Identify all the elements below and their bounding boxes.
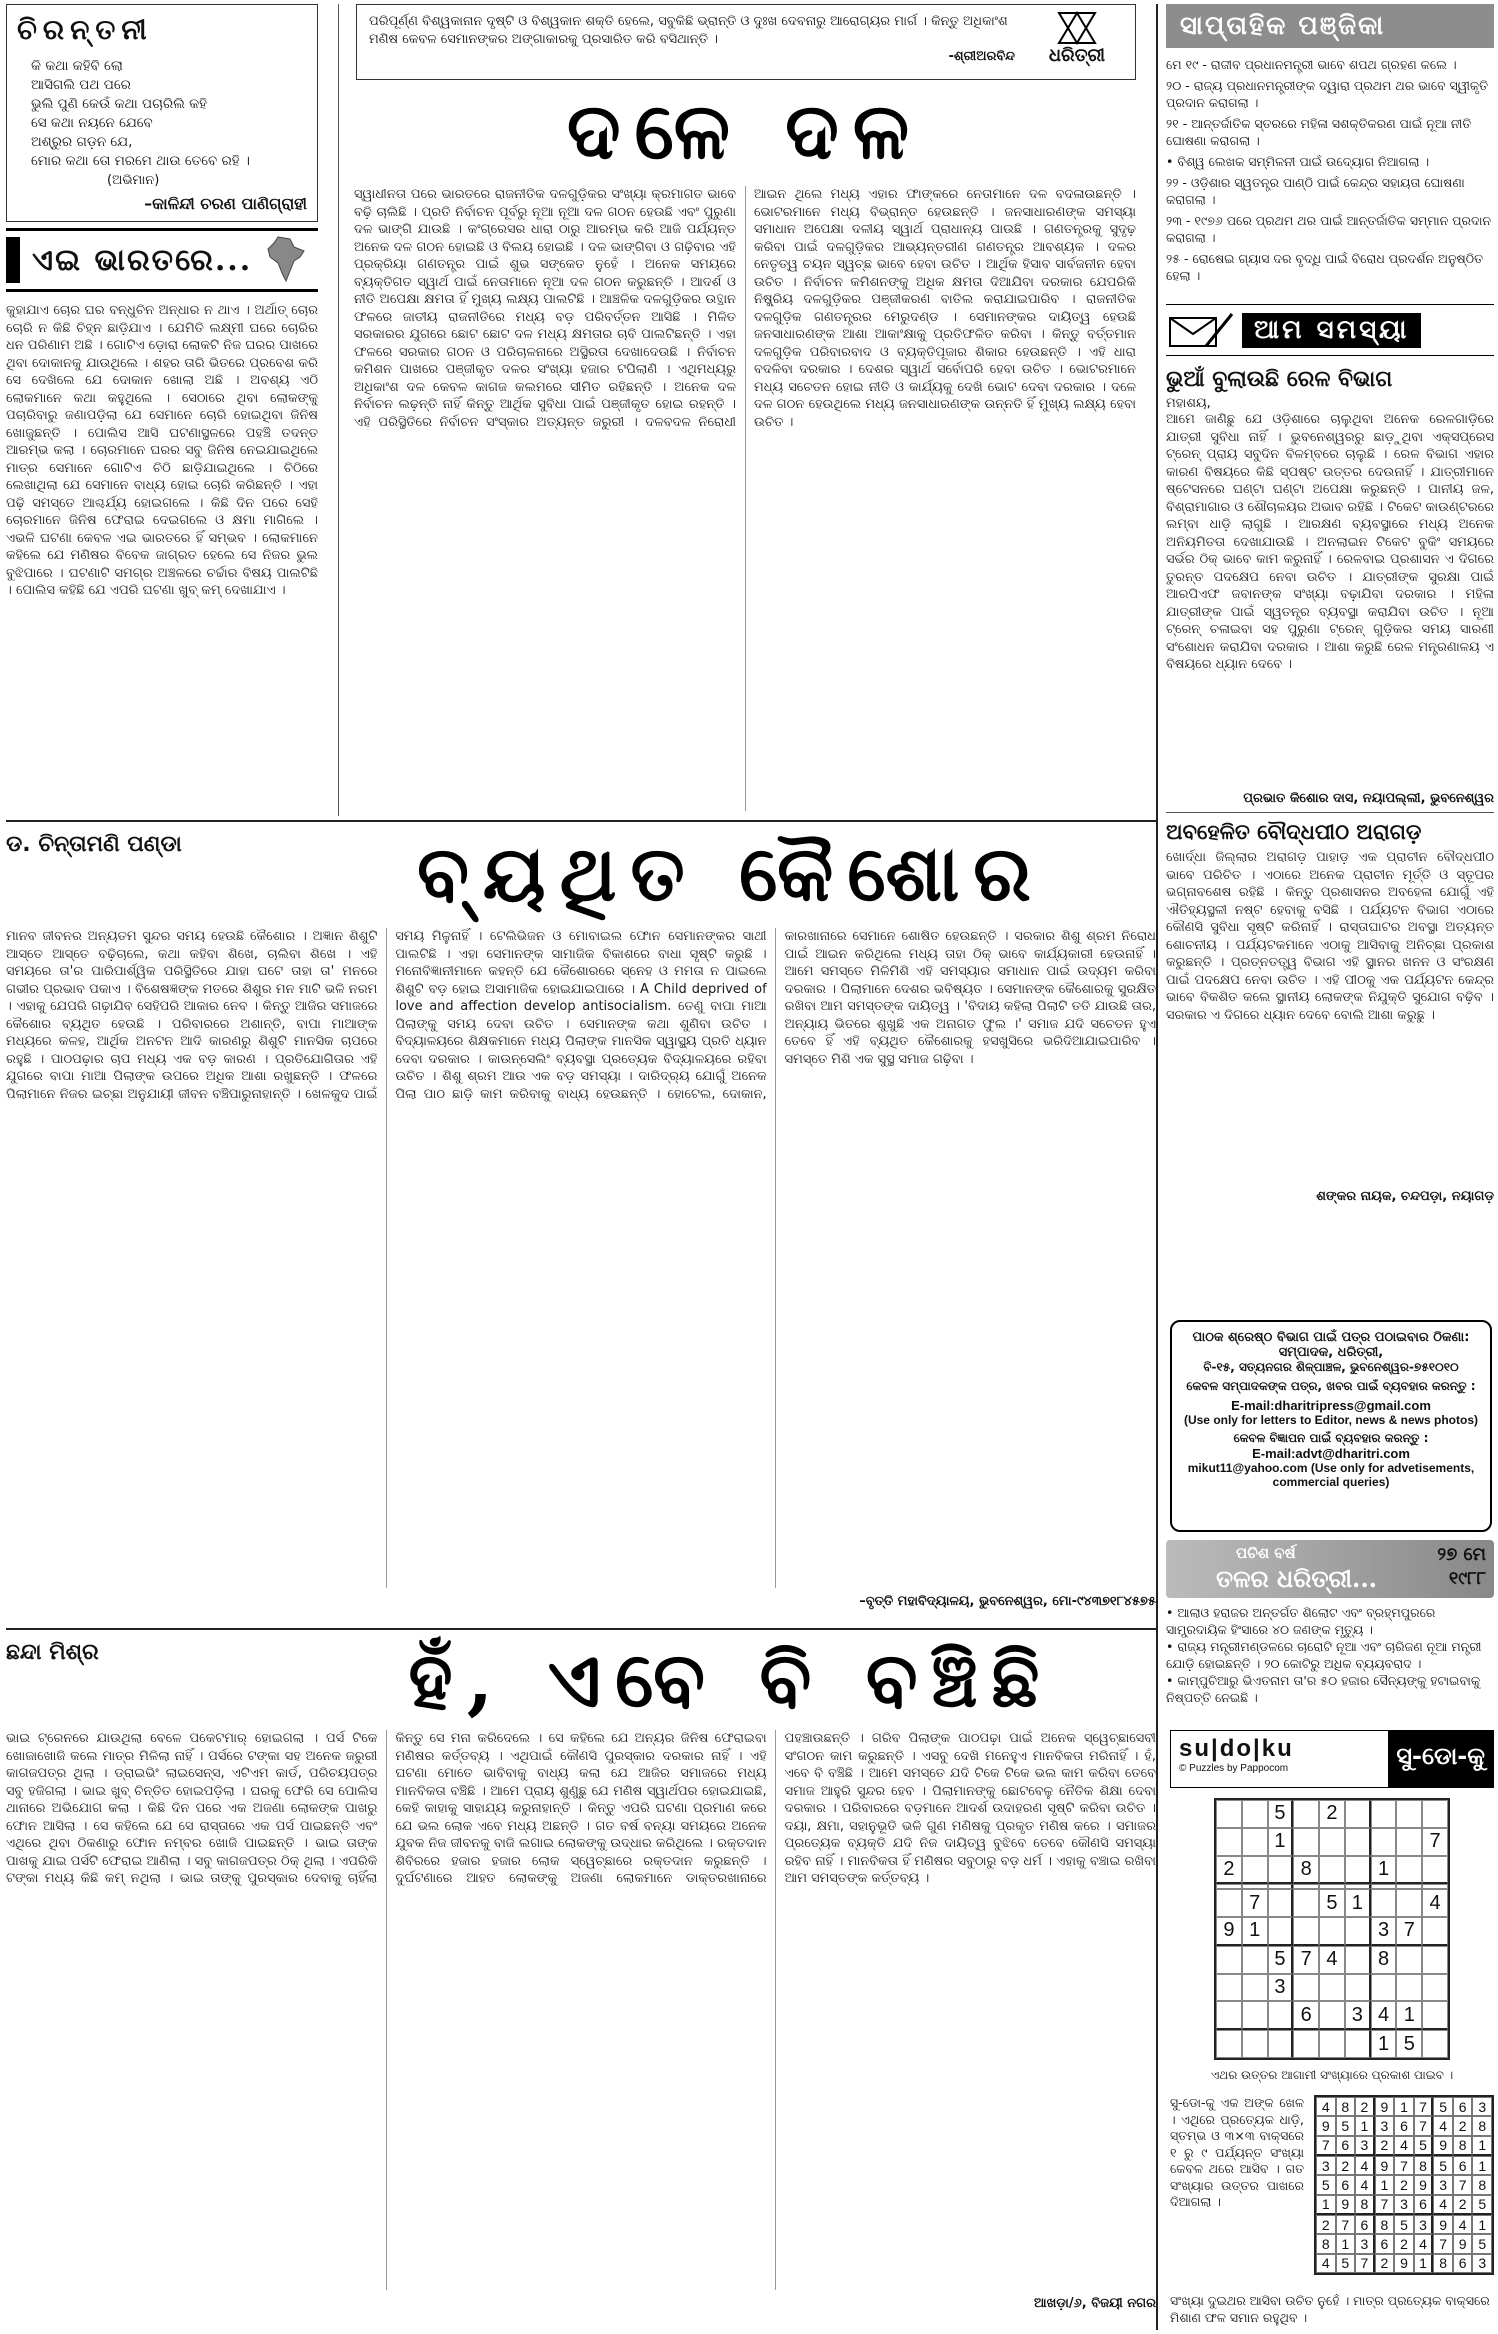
article1-headline: ବ୍ୟଥିତ କୈଶୋର (417, 829, 1045, 918)
solution-cell: 1 (1316, 2195, 1336, 2215)
solution-cell: 1 (1472, 2215, 1492, 2234)
solution-cell: 7 (1375, 2195, 1395, 2215)
sudoku-cell: 4 (1371, 2001, 1397, 2030)
section-divider (6, 1628, 1156, 1630)
weekly-section (1166, 4, 1494, 300)
sudoku-cell (1396, 1889, 1422, 1917)
solution-cell: 6 (1453, 2254, 1473, 2273)
sudoku-cell (1422, 1800, 1448, 1828)
solution-cell: 6 (1336, 2175, 1356, 2194)
solution-cell: 7 (1414, 2116, 1434, 2135)
solution-cell: 5 (1336, 2116, 1356, 2135)
masthead-quote-box (356, 4, 1136, 80)
header-block (6, 237, 20, 283)
solution-cell: 8 (1375, 2215, 1395, 2234)
sudoku-cell (1242, 1946, 1268, 1974)
sudoku-cell (1268, 1889, 1294, 1917)
solution-cell: 1 (1355, 2116, 1375, 2135)
masthead-quote-author: -ଶ୍ରୀଅରବିନ୍ଦ (948, 49, 1015, 64)
sudoku-cell: 4 (1422, 1889, 1448, 1917)
history-year: ୧୯୮୮ (1448, 1568, 1486, 1589)
poem-line: ସେ କଥା ନୟନେ ଯେବେ (31, 115, 153, 131)
address-intro: ପାଠକ ଶ୍ରେଷ୍ଠ ବିଭାଗ ପାଇଁ ପତ୍ର ପଠାଇବାର ଠିକଣା: (1192, 1330, 1470, 1345)
ei-bharatare-section (6, 228, 318, 808)
history-item: • ଆଲାଓ ହରାଜର ଅନ୍ତର୍ଗତ ଶିଲୋଟ ଏବଂ ବ୍ରହ୍ମପୁରରେ ସାମ୍ପ୍ରଦାୟିକ ହିଂସାରେ ୪୦ ଜଣଙ୍କ ମୃତ୍ୟୁ । (1166, 1605, 1436, 1637)
sudoku-cell: 1 (1268, 1828, 1294, 1856)
sudoku-cell (1319, 1974, 1345, 2002)
article1-section (6, 828, 1156, 1628)
sudoku-cell (1242, 1974, 1268, 2002)
solution-cell: 4 (1433, 2195, 1453, 2215)
sudoku-cell: 7 (1396, 1917, 1422, 1946)
history-date: ୨୭ ମେ (1437, 1544, 1486, 1565)
sudoku-cell: 1 (1242, 1917, 1268, 1946)
solution-cell: 5 (1316, 2175, 1336, 2194)
address-line4: କେବଳ ବିଜ୍ଞାପନ ପାଇଁ ବ୍ୟବହାର କରନ୍ତୁ : (1233, 1431, 1429, 1445)
sudoku-cell: 8 (1371, 1946, 1397, 1974)
solution-cell: 7 (1316, 2136, 1336, 2156)
poem-title: ଚିରନ୍ତନୀ (17, 13, 153, 46)
sudoku-cell (1319, 1917, 1345, 1946)
editor-email-note: (Use only for letters to Editor, news & news photos) (1183, 1413, 1479, 1427)
history-subtitle: ପଚିଶ ବର୍ଷ (1236, 1544, 1296, 1562)
sudoku-cell (1345, 1800, 1371, 1828)
solution-cell: 7 (1433, 2234, 1453, 2253)
sudoku-cell (1293, 1917, 1319, 1946)
solution-cell: 1 (1414, 2254, 1434, 2273)
solution-cell: 3 (1394, 2195, 1414, 2215)
weekly-item: ୨୩ - ୧୯୭୬ ପରେ ପ୍ରଥମ ଥର ପାଇଁ ଆନ୍ତର୍ଜାତିକ ସମ୍ମାନ ପ୍ରଦାନ କରାଗଲା । (1166, 213, 1492, 245)
sudoku-cell: 5 (1319, 1889, 1345, 1917)
solution-cell: 4 (1414, 2234, 1434, 2253)
solution-cell: 2 (1394, 2175, 1414, 2194)
section-divider (6, 820, 1156, 822)
sudoku-cell (1422, 2001, 1448, 2030)
amar-samasya-section (1166, 304, 1494, 1304)
solution-cell: 4 (1316, 2097, 1336, 2116)
solution-cell: 6 (1414, 2195, 1434, 2215)
history-title: ତଳର ଧରିତ୍ରୀ... (1216, 1564, 1378, 1593)
amar-samasya-title: ଆମ ସମସ୍ୟା (1242, 313, 1421, 348)
solution-cell: 2 (1316, 2215, 1336, 2234)
sudoku-cell (1319, 1856, 1345, 1885)
poem-author: –କାଳିନ୍ଦୀ ଚରଣ ପାଣିଗ୍ରାହୀ (144, 194, 307, 213)
sudoku-cell (1293, 1828, 1319, 1856)
solution-cell: 9 (1336, 2195, 1356, 2215)
letter1-salutation: ମହାଶୟ, (1166, 396, 1211, 411)
solution-cell: 4 (1453, 2215, 1473, 2234)
solution-cell: 3 (1472, 2254, 1492, 2273)
sudoku-cell: 1 (1371, 1856, 1397, 1885)
solution-cell: 4 (1355, 2175, 1375, 2194)
logo-text: ଧରିତ୍ରୀ (1048, 45, 1106, 66)
address-line3: କେବଳ ସମ୍ପାଦକଙ୍କ ପତ୍ର, ଖବର ପାଇଁ ବ୍ୟବହାର କରନ୍ତୁ : (1186, 1379, 1476, 1393)
weekly-item: ୨୦ - ରାଜ୍ୟ ପ୍ରଧାନମନ୍ତ୍ରୀଙ୍କ ଦ୍ୱାରା ପ୍ରଥମ ଥର ଭାବେ ସ୍ୱୀକୃତି ପ୍ରଦାନ କରାଗଲା । (1166, 78, 1489, 110)
article2-headline: ହଁ, ଏବେ ବି ବଞ୍ଚିଛି (408, 1635, 1054, 1724)
solution-cell: 5 (1433, 2097, 1453, 2116)
article2-text: ଭାଇ ଟ୍ରେନରେ ଯାଉଥିଲା ବେଳେ ପକେଟମାର୍ ହୋଇଗଲା । ପର୍ସ ଟିକେ ଖୋଜାଖୋଜି କଲେ ମାତ୍ର ମିଳିଲା ନାହିଁ । ପର୍ସରେ ଟଙ୍କା ସହ ଅନେକ ଜରୁରୀ କାଗଜପତ୍ର ଥିଲା । ଡ୍ରାଇଭିଂ ଲାଇସେନ୍ସ, ଏଟିଏମ କାର୍ଡ, ପରିଚୟପତ୍ର ସବୁ ହଜିଗଲା । ଭାଇ ଖୁବ୍ ଚିନ୍ତିତ ହୋଇପଡ଼ିଲା । ଘରକୁ ଫେରି ସେ ପୋଲିସ ଥାନାରେ ଅଭିଯୋଗ କଲା । କିଛି ଦିନ ପରେ ଏକ ଅଜଣା ଲୋକଙ୍କ ପାଖରୁ ଫୋନ ଆସିଲା । ସେ କହିଲେ ଯେ ସେ ରାସ୍ତାରେ ଏକ ପର୍ସ ପାଇଛନ୍ତି ଏବଂ ଏଥିରେ ଥିବା ଠିକଣାରୁ ଫୋନ ନମ୍ବର ଖୋଜି ପାଇଛନ୍ତି । ଭାଇ ତାଙ୍କ ପାଖକୁ ଯାଇ ପର୍ସଟି ଫେରାଇ ଆଣିଲା । ସବୁ କାଗଜପତ୍ର ଠିକ୍ ଥିଲା । ଏପରିକି ଟଙ୍କା ମଧ୍ୟ କିଛି କମ୍ ନଥିଲା । ଭାଇ ତାଙ୍କୁ ପୁରସ୍କାର ଦେବାକୁ ଚାହିଁଲା କିନ୍ତୁ ସେ ମନା କରିଦେଲେ । ସେ କହିଲେ ଯେ ଅନ୍ୟର ଜିନିଷ ଫେରାଇବା ମଣିଷର କର୍ତ୍ତବ୍ୟ । ଏଥିପାଇଁ କୌଣସି ପୁରସ୍କାର ଦରକାର ନାହିଁ । ଏହି ଘଟଣା ମୋତେ ଭାବିବାକୁ ବାଧ୍ୟ କଲା ଯେ ଆଜିର ସମାଜରେ ମଧ୍ୟ ମାନବିକତା ବଞ୍ଚିଛି । ଆମେ ପ୍ରାୟ ଶୁଣୁଛୁ ଯେ ମଣିଷ ସ୍ୱାର୍ଥପର ହୋଇଯାଇଛି, କେହି କାହାକୁ ସାହାଯ୍ୟ କରୁନାହାନ୍ତି । କିନ୍ତୁ ଏପରି ଘଟଣା ପ୍ରମାଣ କରେ ଯେ ଭଲ ଲୋକ ଏବେ ମଧ୍ୟ ଅଛନ୍ତି । ଗତ ବର୍ଷ ବନ୍ୟା ସମୟରେ ଅନେକ ଯୁବକ ନିଜ ଜୀବନକୁ ବାଜି ଲଗାଇ ଲୋକଙ୍କୁ ଉଦ୍ଧାର କରିଥିଲେ । ରକ୍ତଦାନ ଶିବିରରେ ହଜାର ହଜାର ଲୋକ ସ୍ୱେଚ୍ଛାରେ ରକ୍ତଦାନ କରୁଛନ୍ତି । ଦୁର୍ଘଟଣାରେ ଆହତ ଲୋକଙ୍କୁ ଅଜଣା ଲୋକମାନେ ଡାକ୍ତରଖାନାରେ ପହଞ୍ଚାଉଛନ୍ତି । ଗରିବ ପିଲାଙ୍କ ପାଠପଢ଼ା ପାଇଁ ଅନେକ ସ୍ୱେଚ୍ଛାସେବୀ ସଂଗଠନ କାମ କରୁଛନ୍ତି । ଏସବୁ ଦେଖି ମନେହୁଏ ମାନବିକତା ମରିନାହିଁ । ହଁ, ଏବେ ବି ବଞ୍ଚିଛି । ଆମେ ସମସ୍ତେ ଯଦି ଟିକେ ଟିକେ ଭଲ କାମ କରିବା ତେବେ ସମାଜ ଆହୁରି ସୁନ୍ଦର ହେବ । ପିଲାମାନଙ୍କୁ ଛୋଟବେଳୁ ନୈତିକ ଶିକ୍ଷା ଦେବା ଦରକାର । ପରିବାରରେ ବଡ଼ମାନେ ଆଦର୍ଶ ଉଦାହରଣ ସୃଷ୍ଟି କରିବା ଉଚିତ । ଦୟା, କ୍ଷମା, ସହାନୁଭୂତି ଭଳି ଗୁଣ ମଣିଷକୁ ପ୍ରକୃତ ମଣିଷ କରେ । ସମାଜର ପ୍ରତ୍ୟେକ ବ୍ୟକ୍ତି ଯଦି ନିଜ ଦାୟିତ୍ୱ ବୁଝିବେ ତେବେ କୌଣସି ସମସ୍ୟା ରହିବ ନାହିଁ । ମାନବିକତା ହିଁ ମଣିଷର ସବୁଠାରୁ ବଡ଼ ଧର୍ମ । ଏହାକୁ ବଞ୍ଚାଇ ରଖିବା ଆମ ସମସ୍ତଙ୍କ କର୍ତ୍ତବ୍ୟ । (6, 1731, 1156, 1886)
solution-cell: 1 (1394, 2097, 1414, 2116)
sudoku-rules-footer: ସଂଖ୍ୟା ଦୁଇଥର ଆସିବା ଉଚିତ ନୁହେଁ । ମାତ୍ର ପ୍ରତ୍ୟେକ ବାକ୍ସରେ ମିଶାଣ ଫଳ ସମାନ ରହୁଥିବ । (1170, 2293, 1490, 2325)
letter1-author: ପ୍ରଭାତ କିଶୋର ଦାସ, ନୟାପଲ୍ଲୀ, ଭୁବନେଶ୍ୱର (1243, 791, 1494, 806)
sudoku-cell (1422, 1974, 1448, 2002)
solution-cell: 3 (1355, 2136, 1375, 2156)
sudoku-cell: 1 (1371, 2030, 1397, 2058)
sudoku-cell (1345, 2030, 1371, 2058)
poem-line: ମୋର କଥା ତୋ ମରମେ ଥାଉ ତେବେ ରହି । (31, 153, 251, 169)
solution-cell: 7 (1453, 2175, 1473, 2194)
solution-cell: 9 (1394, 2254, 1414, 2273)
column-rule (338, 4, 339, 816)
solution-cell: 4 (1433, 2116, 1453, 2135)
letter1-headline: ଭୁଆଁ ବୁଲାଉଛି ରେଳ ବିଭାଗ (1166, 366, 1393, 392)
sudoku-cell (1345, 1974, 1371, 2002)
solution-cell: 8 (1414, 2156, 1434, 2175)
solution-cell: 6 (1336, 2136, 1356, 2156)
ei-bharatare-title: ଏଇ ଭାରତରେ... (32, 242, 253, 278)
solution-cell: 9 (1433, 2215, 1453, 2234)
solution-cell: 3 (1316, 2156, 1336, 2175)
sudoku-cell (1319, 1828, 1345, 1856)
sudoku-cell (1293, 1889, 1319, 1917)
letter1-text: ଆମେ ଜାଣିଛୁ ଯେ ଓଡ଼ିଶାରେ ଚାଲୁଥିବା ଅନେକ ରେଳଗାଡ଼ିରେ ଯାତ୍ରୀ ସୁବିଧା ନାହିଁ । ଭୁବନେଶ୍ୱରରୁ ଛାଡ଼ୁଥିବା ଏକ୍ସପ୍ରେସ ଟ୍ରେନ୍ ପ୍ରାୟ ସବୁଦିନ ବିଳମ୍ବରେ ଚାଲୁଛି । ରେଳ ବିଭାଗ ଏହାର କାରଣ ବିଷୟରେ କିଛି ସ୍ପଷ୍ଟ ଉତ୍ତର ଦେଉନାହିଁ । ଯାତ୍ରୀମାନେ ଷ୍ଟେସନରେ ଘଣ୍ଟା ଘଣ୍ଟା ଅପେକ୍ଷା କରୁଛନ୍ତି । ପାନୀୟ ଜଳ, ବିଶ୍ରାମାଗାର ଓ ଶୌଚାଳୟର ଅଭାବ ରହିଛି । ଟିକେଟ କାଉଣ୍ଟରରେ ଲମ୍ବା ଧାଡ଼ି ଲାଗୁଛି । ଆରକ୍ଷଣ ବ୍ୟବସ୍ଥାରେ ମଧ୍ୟ ଅନେକ ଅନିୟମିତତା ଦେଖାଯାଉଛି । ଅନଲାଇନ ଟିକେଟ ବୁକିଂ ସମୟରେ ସର୍ଭର ଠିକ୍ ଭାବେ କାମ କରୁନାହିଁ । ରେଳବାଇ ପ୍ରଶାସନ ଏ ଦିଗରେ ତୁରନ୍ତ ପଦକ୍ଷେପ ନେବା ଉଚିତ । ଯାତ୍ରୀଙ୍କ ସୁରକ୍ଷା ପାଇଁ ଆରପିଏଫ ଜବାନଙ୍କ ସଂଖ୍ୟା ବଢ଼ାଯିବା ଦରକାର । ମହିଳା ଯାତ୍ରୀଙ୍କ ପାଇଁ ସ୍ୱତନ୍ତ୍ର ବ୍ୟବସ୍ଥା କରାଯିବା ଉଚିତ । ନୂଆ ଟ୍ରେନ୍ ଚଳାଇବା ସହ ପୁରୁଣା ଟ୍ରେନ୍ ଗୁଡ଼ିକର ସମୟ ସାରଣୀ ସଂଶୋଧନ କରାଯିବା ଦରକାର । ଆଶା କରୁଛି ରେଳ ମନ୍ତ୍ରଣାଳୟ ଏ ବିଷୟରେ ଧ୍ୟାନ ଦେବେ । (1166, 412, 1494, 672)
sudoku-cell (1422, 2030, 1448, 2058)
solution-cell: 8 (1336, 2097, 1356, 2116)
sudoku-cell (1422, 1856, 1448, 1885)
sudoku-cell: 7 (1422, 1828, 1448, 1856)
weekly-item: ମେ ୧୯ - ରାଜୀବ ପ୍ରଧାନମନ୍ତ୍ରୀ ଭାବେ ଶପଥ ଗ୍ରହଣ କଲେ । (1166, 57, 1457, 72)
solution-cell: 8 (1472, 2175, 1492, 2194)
sudoku-credit: © Puzzles by Pappocom (1179, 1763, 1289, 1774)
history-header (1166, 1540, 1494, 1598)
india-map-icon (260, 233, 312, 285)
sudoku-cell (1371, 1828, 1397, 1856)
solution-cell: 7 (1394, 2156, 1414, 2175)
solution-cell: 6 (1453, 2097, 1473, 2116)
history-item: • ରାଜ୍ୟ ମନ୍ତ୍ରୀମଣ୍ଡଳରେ ଚାରୋଟି ନୂଆ ଏବଂ ଚାରିଜଣ ନୂଆ ମନ୍ତ୍ରୀ ଯୋଡ଼ି ହୋଇଛନ୍ତି । ୨୦ କୋଟିରୁ ଅଧିକ ବ୍ୟୟବରାଦ । (1166, 1639, 1482, 1671)
sudoku-cell: 4 (1319, 1946, 1345, 1974)
sudoku-cell: 5 (1268, 1946, 1294, 1974)
sudoku-cell: 2 (1216, 1856, 1242, 1885)
poem-line: ଅଶ୍ରୁର ଗଡ଼ନ ଯେ, (31, 134, 133, 150)
poem-line: କି କଥା କହିବି ଲୋ (31, 58, 123, 74)
sudoku-cell (1216, 2030, 1242, 2058)
sudoku-cell: 8 (1293, 1856, 1319, 1885)
solution-cell: 1 (1472, 2156, 1492, 2175)
sudoku-section (1170, 1730, 1494, 2330)
envelope-pen-icon (1166, 310, 1236, 350)
solution-cell: 8 (1355, 2195, 1375, 2215)
ei-bharatare-header (6, 228, 318, 292)
poem-box (6, 4, 318, 222)
sudoku-cell: 2 (1319, 1800, 1345, 1828)
advt-email-alt[interactable]: mikut11@yahoo.com (Use only for advetisements, commercial queries) (1187, 1461, 1475, 1489)
sudoku-rules: ସୁ-ଡୋ-କୁ ଏକ ଅଙ୍କ ଖେଳ । ଏଥିରେ ପ୍ରତ୍ୟେକ ଧାଡ଼ି, ସ୍ତମ୍ଭ ଓ ୩×୩ ବାକ୍ସରେ ୧ ରୁ ୯ ପର୍ଯ୍ୟନ୍ତ ସଂଖ୍ୟା କେବଳ ଥରେ ଆସିବ । ଗତ ସଂଖ୍ୟାର ଉତ୍ତର ପାଖରେ ଦିଆଗଲା । (1170, 2095, 1304, 2209)
solution-cell: 6 (1394, 2116, 1414, 2135)
solution-cell: 3 (1355, 2234, 1375, 2253)
solution-cell: 2 (1375, 2254, 1395, 2273)
column-rule (1156, 4, 1158, 2330)
sudoku-cell (1268, 1856, 1294, 1885)
amar-samasya-header (1166, 304, 1494, 356)
sudoku-cell: 3 (1345, 2001, 1371, 2030)
sudoku-cell: 5 (1268, 1800, 1294, 1828)
sudoku-header (1170, 1730, 1494, 1788)
sudoku-cell (1293, 1974, 1319, 2002)
sudoku-cell (1242, 1800, 1268, 1828)
sudoku-cell (1268, 2030, 1294, 2058)
sudoku-cell (1293, 1800, 1319, 1828)
solution-cell: 2 (1453, 2195, 1473, 2215)
editor-email[interactable]: E-mail:dharitripress@gmail.com (1231, 1398, 1431, 1413)
solution-cell: 9 (1433, 2136, 1453, 2156)
article1-author: ଡ. ଚିନ୍ତାମଣି ପଣ୍ଡା (6, 832, 182, 857)
solution-cell: 4 (1355, 2156, 1375, 2175)
sudoku-cell: 1 (1345, 1889, 1371, 1917)
sudoku-cell (1216, 1828, 1242, 1856)
sudoku-cell: 6 (1293, 2001, 1319, 2030)
solution-cell: 2 (1453, 2116, 1473, 2135)
dharitri-logo (1027, 11, 1127, 73)
solution-cell: 5 (1472, 2234, 1492, 2253)
article1-text: ମାନବ ଜୀବନର ଅନ୍ୟତମ ସୁନ୍ଦର ସମୟ ହେଉଛି କୈଶୋର । ଅଜ୍ଞାନ ଶିଶୁଟି ଆସ୍ତେ ଆସ୍ତେ ବଢ଼ିଚାଲେ, କଥା କହିବା ଶିଖେ, ଚାଲିବା ଶିଖେ । ଏହି ସମୟରେ ତା'ର ପାରିପାର୍ଶ୍ୱିକ ପରିସ୍ଥିତିରେ ଯାହା ଘଟେ ତାହା ତା' ମନରେ ଗଭୀର ପ୍ରଭାବ ପକାଏ । ବିଶେଷଜ୍ଞଙ୍କ ମତରେ ଶିଶୁର ମନ ମାଟି ଭଳି ନରମ । ଏହାକୁ ଯେପରି ଗଢ଼ାଯିବ ସେହିପରି ଆକାର ନେବ । କିନ୍ତୁ ଆଜିର ସମାଜରେ କୈଶୋର ବ୍ୟଥିତ ହେଉଛି । ପରିବାରରେ ଅଶାନ୍ତି, ବାପା ମାଆଙ୍କ ମଧ୍ୟରେ କଳହ, ଆର୍ଥିକ ଅନଟନ ଆଦି କାରଣରୁ ଶିଶୁଟି ମାନସିକ ଚାପରେ ରହୁଛି । ପାଠପଢ଼ାର ଚାପ ମଧ୍ୟ ଏକ ବଡ଼ କାରଣ । ପ୍ରତିଯୋଗିତାର ଏହି ଯୁଗରେ ବାପା ମାଆ ପିଲାଙ୍କ ଉପରେ ଅଧିକ ଆଶା ରଖୁଛନ୍ତି । ଫଳରେ ପିଲାମାନେ ନିଜର ଇଚ୍ଛା ଅନୁଯାୟୀ ଜୀବନ ବଞ୍ଚିପାରୁନାହାନ୍ତି । ଖେଳକୁଦ ପାଇଁ ସମୟ ମିଳୁନାହିଁ । ଟେଲିଭିଜନ ଓ ମୋବାଇଲ ଫୋନ ସେମାନଙ୍କର ସାଥୀ ପାଲଟିଛି । ଏହା ସେମାନଙ୍କ ସାମାଜିକ ବିକାଶରେ ବାଧା ସୃଷ୍ଟି କରୁଛି । ମନୋବିଜ୍ଞାନୀମାନେ କହନ୍ତି ଯେ କୈଶୋରରେ ସ୍ନେହ ଓ ମମତା ନ ପାଇଲେ ଶିଶୁଟି ବଡ଼ ହୋଇ ଅସାମାଜିକ ହୋଇଯାଇପାରେ । A Child deprived of love and affection develop antisocialism. ତେଣୁ ବାପା ମାଆ ପିଲାଙ୍କୁ ସମୟ ଦେବା ଉଚିତ । ସେମାନଙ୍କ କଥା ଶୁଣିବା ଉଚିତ । ବିଦ୍ୟାଳୟରେ ଶିକ୍ଷକମାନେ ମଧ୍ୟ ପିଲାଙ୍କ ମାନସିକ ସ୍ୱାସ୍ଥ୍ୟ ପ୍ରତି ଧ୍ୟାନ ଦେବା ଦରକାର । କାଉନ୍ସେଲିଂ ବ୍ୟବସ୍ଥା ପ୍ରତ୍ୟେକ ବିଦ୍ୟାଳୟରେ ରହିବା ଉଚିତ । ଶିଶୁ ଶ୍ରମ ଆଉ ଏକ ବଡ଼ ସମସ୍ୟା । ଦାରିଦ୍ର୍ୟ ଯୋଗୁଁ ଅନେକ ପିଲା ପାଠ ଛାଡ଼ି କାମ କରିବାକୁ ବାଧ୍ୟ ହେଉଛନ୍ତି । ହୋଟେଲ, ଦୋକାନ, କାରଖାନାରେ ସେମାନେ ଶୋଷିତ ହେଉଛନ୍ତି । ସରକାର ଶିଶୁ ଶ୍ରମ ନିରୋଧ ପାଇଁ ଆଇନ କରିଥିଲେ ମଧ୍ୟ ତାହା ଠିକ୍ ଭାବେ କାର୍ଯ୍ୟକାରୀ ହେଉନାହିଁ । ଆମେ ସମସ୍ତେ ମିଳିମିଶି ଏହି ସମସ୍ୟାର ସମାଧାନ ପାଇଁ ଉଦ୍ୟମ କରିବା ଦରକାର । ପିଲାମାନେ ଦେଶର ଭବିଷ୍ୟତ । ସେମାନଙ୍କ କୈଶୋରକୁ ସୁରକ୍ଷିତ ରଖିବା ଆମ ସମସ୍ତଙ୍କ ଦାୟିତ୍ୱ । 'ବିଦାୟ କହିଲା ପିଲାଟି ତତି ଯାଉଛି ତାର, ଅନ୍ୟାୟ ଭିତରେ ଶୁଖୁଛି ଏକ ଅନାଗତ ଫୁଲ ।' ସମାଜ ଯଦି ସଚେତନ ହୁଏ ତେବେ ହିଁ ଏହି ବ୍ୟଥିତ କୈଶୋରକୁ ହସଖୁସିରେ ଭରିଦିଆଯାଇପାରିବ । ସମସ୍ତେ ମିଶି ଏକ ସୁସ୍ଥ ସମାଜ ଗଢ଼ିବା । (6, 929, 1156, 1102)
sudoku-cell (1345, 1856, 1371, 1885)
solution-cell: 8 (1433, 2254, 1453, 2273)
sudoku-cell (1422, 1946, 1448, 1974)
solution-cell: 5 (1414, 2136, 1434, 2156)
poem-line: ଆସିଗଲି ପଥ ପରେ (31, 77, 131, 93)
weekly-title: ସାପ୍ତାହିକ ପଞ୍ଜିକା (1166, 4, 1494, 48)
solution-cell: 2 (1375, 2136, 1395, 2156)
poem-line: ଭୁଲି ପୁଣି କେଉଁ କଥା ପଚାରିଲି କହି (31, 96, 207, 112)
sudoku-cell: 3 (1268, 1974, 1294, 2002)
solution-cell: 3 (1375, 2116, 1395, 2135)
weekly-item: ୨୫ - ରୋଷେଇ ଗ୍ୟାସ ଦର ବୃଦ୍ଧି ପାଇଁ ବିରୋଧ ପ୍ରଦର୍ଶନ ଅନୁଷ୍ଠିତ ହେଲା । (1166, 251, 1484, 283)
sudoku-logo: su|do|ku (1179, 1735, 1294, 1762)
solution-cell: 3 (1472, 2097, 1492, 2116)
solution-cell: 6 (1355, 2215, 1375, 2234)
solution-cell: 4 (1394, 2136, 1414, 2156)
sudoku-cell (1216, 1889, 1242, 1917)
address-box (1170, 1320, 1492, 1532)
sudoku-cell (1216, 1946, 1242, 1974)
weekly-list (1166, 56, 1494, 284)
ei-bharatare-text: କୁହାଯାଏ ଚୋର ଘର ବନ୍ଧୁଚିନ ଅନ୍ଧାର ନ ଥାଏ । ଅର୍ଥାତ୍ ଚୋର ଚୋରି ନ କିଛି ଚିହ୍ନ ଛାଡ଼ିଯାଏ । ଯେମିତି ଲକ୍ଷ୍ମୀ ଘରେ ଚୋରିର ଧନ ପରିଣାମ ଅଛି । ଗୋଟିଏ ଡ଼ୋରା ଲୋକଟି ନିଜ ଘରର ପାଖରେ ଥିବା ଦୋକାନକୁ ଯାଉଥିଲେ । ଶହର ତାରି ଭିତରେ ପ୍ରବେଶ କରି ସେ ଦେଖିଲେ ଯେ ଦୋକାନ ଖୋଲା ଅଛି । ଅବଶ୍ୟ ଏଠି ଲୋକମାନେ କଥା କହୁଥିଲେ । ସେଠାରେ ଥିବା ଲୋକଙ୍କୁ ପଚାରିବାରୁ ଜଣାପଡ଼ିଲା ଯେ ସେମାନେ ଚୋରି ହୋଇଥିବା ଜିନିଷ ଖୋଜୁଛନ୍ତି । ପୋଲିସ ଆସି ଘଟଣାସ୍ଥଳରେ ପହଞ୍ଚି ତଦନ୍ତ ଆରମ୍ଭ କଲା । ଚୋରମାନେ ଘରର ସବୁ ଜିନିଷ ନେଇଯାଇଥିଲେ ମାତ୍ର ସେମାନେ ଗୋଟିଏ ଚିଠି ଛାଡ଼ିଯାଇଥିଲେ । ଚିଠିରେ ଲେଖାଥିଲା ଯେ ସେମାନେ ବାଧ୍ୟ ହୋଇ ଚୋରି କରିଛନ୍ତି । ଏହା ପଢ଼ି ସମସ୍ତେ ଆଶ୍ଚର୍ଯ୍ୟ ହୋଇଗଲେ । କିଛି ଦିନ ପରେ ସେହି ଚୋରମାନେ ଜିନିଷ ଫେରାଇ ଦେଇଗଲେ ଓ କ୍ଷମା ମାଗିଲେ । ଏଭଳି ଘଟଣା କେବଳ ଏଇ ଭାରତରେ ହିଁ ସମ୍ଭବ । ଲୋକମାନେ କହିଲେ ଯେ ମଣିଷର ବିବେକ ଜାଗ୍ରତ ହେଲେ ସେ ନିଜର ଭୁଲ ବୁଝିପାରେ । ଘଟଣାଟି ସମଗ୍ର ଅଞ୍ଚଳରେ ଚର୍ଚ୍ଚାର ବିଷୟ ପାଲଟିଛି । ପୋଲିସ କହିଛି ଯେ ଏପରି ଘଟଣା ଖୁବ୍ କମ୍ ଦେଖାଯାଏ । (6, 303, 318, 598)
sudoku-cell (1396, 1800, 1422, 1828)
solution-cell: 9 (1453, 2234, 1473, 2253)
history-section (1166, 1540, 1494, 1710)
sudoku-cell (1396, 1946, 1422, 1974)
sudoku-cell (1319, 2001, 1345, 2030)
solution-cell: 1 (1375, 2175, 1395, 2194)
editorial-headline: ଦଳେ ଦଳ (566, 86, 924, 177)
solution-cell: 5 (1433, 2156, 1453, 2175)
poem-source: (ଅଭିମାନ) (107, 173, 160, 188)
sudoku-cell (1345, 1946, 1371, 1974)
editorial-section (354, 86, 1136, 816)
sudoku-solution-grid (1314, 2095, 1494, 2275)
sudoku-cell (1396, 1828, 1422, 1856)
sudoku-bottom (1170, 2095, 1494, 2291)
solution-cell: 8 (1453, 2136, 1473, 2156)
solution-cell: 2 (1336, 2156, 1356, 2175)
advt-email[interactable]: E-mail:advt@dharitri.com (1252, 1446, 1410, 1461)
article2-author: ଛନ୍ଦା ମିଶ୍ର (6, 1640, 99, 1665)
solution-cell: 6 (1453, 2156, 1473, 2175)
solution-cell: 8 (1316, 2234, 1336, 2253)
solution-cell: 9 (1375, 2097, 1395, 2116)
sudoku-cell (1242, 2001, 1268, 2030)
sudoku-cell: 1 (1396, 2001, 1422, 2030)
article2-section (6, 1634, 1156, 2324)
solution-cell: 8 (1472, 2116, 1492, 2135)
history-item: • କାମ୍ପୁଚିଆରୁ ଭିଏତନାମ ତା'ର ୫୦ ହଜାର ସୈନ୍ୟଙ୍କୁ ହଟାଇବାକୁ ନିଷ୍ପତ୍ତି ନେଇଛି । (1166, 1673, 1481, 1705)
sudoku-cell: 9 (1216, 1917, 1242, 1946)
solution-cell: 2 (1355, 2097, 1375, 2116)
solution-cell: 7 (1414, 2097, 1434, 2116)
sudoku-cell (1422, 1917, 1448, 1946)
sudoku-logo-block (1171, 1731, 1388, 1787)
letter2-text: ଖୋର୍ଦ୍ଧା ଜିଲ୍ଲାର ଅରାଗଡ଼ ପାହାଡ଼ ଏକ ପ୍ରାଚୀନ ବୌଦ୍ଧପୀଠ ଭାବେ ପରିଚିତ । ଏଠାରେ ଅନେକ ପ୍ରାଚୀନ ମୂର୍ତ୍ତି ଓ ସ୍ତୂପର ଭଗ୍ନାବଶେଷ ରହିଛି । କିନ୍ତୁ ପ୍ରଶାସନର ଅବହେଳା ଯୋଗୁଁ ଏହି ଐତିହ୍ୟସ୍ଥଳୀ ନଷ୍ଟ ହେବାକୁ ବସିଛି । ପର୍ଯ୍ୟଟନ ବିଭାଗ ଏଠାରେ କୌଣସି ସୁବିଧା ସୃଷ୍ଟି କରିନାହିଁ । ରାସ୍ତାଘାଟର ଅବସ୍ଥା ଅତ୍ୟନ୍ତ ଶୋଚନୀୟ । ପର୍ଯ୍ୟଟକମାନେ ଏଠାକୁ ଆସିବାକୁ ଅନିଚ୍ଛା ପ୍ରକାଶ କରୁଛନ୍ତି । ପ୍ରତ୍ନତତ୍ତ୍ୱ ବିଭାଗ ଏହି ସ୍ଥାନର ଖନନ ଓ ସଂରକ୍ଷଣ ପାଇଁ ପଦକ୍ଷେପ ନେବା ଉଚିତ । ଏହି ପୀଠକୁ ଏକ ପର୍ଯ୍ୟଟନ କେନ୍ଦ୍ର ଭାବେ ବିକଶିତ କଲେ ସ୍ଥାନୀୟ ଲୋକଙ୍କ ନିଯୁକ୍ତି ସୁଯୋଗ ବଢ଼ିବ । ସରକାର ଏ ଦିଗରେ ଧ୍ୟାନ ଦେବେ ବୋଲି ଆଶା କରୁଛୁ । (1166, 850, 1494, 1023)
weekly-item: • ବିଶ୍ୱ ଲେଖକ ସମ୍ମିଳନୀ ପାଇଁ ଉଦ୍ୟୋଗ ନିଆଗଲା । (1166, 154, 1430, 169)
sudoku-cell (1242, 1828, 1268, 1856)
sudoku-cell: 7 (1293, 1946, 1319, 1974)
divider (1166, 812, 1494, 813)
solution-cell: 7 (1355, 2254, 1375, 2273)
solution-cell: 7 (1336, 2215, 1356, 2234)
address-line2: ବି-୧୫, ସତ୍ୟନଗର ଶିଳ୍ପାଞ୍ଚଳ, ଭୁବନେଶ୍ୱର-୭୫୧୦୧୦ (1203, 1360, 1459, 1374)
solution-cell: 1 (1336, 2234, 1356, 2253)
solution-cell: 5 (1336, 2254, 1356, 2273)
solution-cell: 9 (1414, 2175, 1434, 2194)
sudoku-cell (1345, 1917, 1371, 1946)
solution-cell: 5 (1394, 2215, 1414, 2234)
sudoku-cell (1268, 1917, 1294, 1946)
sudoku-cell (1396, 1856, 1422, 1885)
sudoku-cell (1319, 2030, 1345, 2058)
sudoku-puzzle-grid (1214, 1798, 1450, 2060)
sudoku-cell (1345, 1828, 1371, 1856)
solution-cell: 4 (1316, 2254, 1336, 2273)
sudoku-cell (1242, 1856, 1268, 1885)
sudoku-cell (1268, 2001, 1294, 2030)
solution-cell: 9 (1375, 2156, 1395, 2175)
solution-cell: 3 (1414, 2215, 1434, 2234)
solution-cell: 9 (1316, 2116, 1336, 2135)
sudoku-cell: 3 (1371, 1917, 1397, 1946)
sudoku-cell (1293, 2030, 1319, 2058)
article1-credit: –ବୃତ୍ତି ମହାବିଦ୍ୟାଳୟ, ଭୁବନେଶ୍ୱର, ମୋ-୯୪୩୭୧୮୪୫୭୫ (859, 1594, 1156, 1609)
letter2-headline: ଅବହେଳିତ ବୌଦ୍ଧପୀଠ ଅରାଗଡ଼ (1166, 819, 1422, 844)
sudoku-cell: 5 (1396, 2030, 1422, 2058)
solution-cell: 3 (1433, 2175, 1453, 2194)
sudoku-cell (1216, 1974, 1242, 2002)
solution-cell: 1 (1472, 2136, 1492, 2156)
sudoku-cell (1371, 1974, 1397, 2002)
editorial-text: ସ୍ୱାଧୀନତା ପରେ ଭାରତରେ ରାଜନୀତିକ ଦଳଗୁଡ଼ିକର ସଂଖ୍ୟା କ୍ରମାଗତ ଭାବେ ବଢ଼ି ଚାଲିଛି । ପ୍ରତି ନିର୍ବାଚନ ପୂର୍ବରୁ ନୂଆ ନୂଆ ଦଳ ଗଠନ ହେଉଛି ଏବଂ ପୁରୁଣା ଦଳ ଭାଙ୍ଗି ଯାଉଛି । କଂଗ୍ରେସର ଧାରା ଠାରୁ ଆରମ୍ଭ କରି ଆଜି ପର୍ଯ୍ୟନ୍ତ ଅନେକ ଦଳ ଗଠନ ହୋଇଛି ଓ ବିଲୟ ହୋଇଛି । ଦଳ ଭାଙ୍ଗିବା ଓ ଗଢ଼ିବାର ଏହି ପ୍ରକ୍ରିୟା ଗଣତନ୍ତ୍ର ପାଇଁ ଶୁଭ ସଙ୍କେତ ନୁହେଁ । ଅନେକ ସମୟରେ ବ୍ୟକ୍ତିଗତ ସ୍ୱାର୍ଥ ପାଇଁ ନେତାମାନେ ନୂଆ ଦଳ ଗଠନ କରୁଛନ୍ତି । ଆଦର୍ଶ ଓ ନୀତି ଅପେକ୍ଷା କ୍ଷମତା ହିଁ ମୁଖ୍ୟ ଲକ୍ଷ୍ୟ ପାଲଟିଛି । ଆଞ୍ଚଳିକ ଦଳଗୁଡ଼ିକର ଉତ୍ଥାନ ଫଳରେ ଜାତୀୟ ରାଜନୀତିରେ ମଧ୍ୟ ବଡ଼ ପରିବର୍ତ୍ତନ ଆସିଛି । ମିଳିତ ସରକାରର ଯୁଗରେ ଛୋଟ ଛୋଟ ଦଳ ମଧ୍ୟ କ୍ଷମତାର ଚାବି ପାଲଟିଛନ୍ତି । ଏହା ଫଳରେ ସରକାର ଗଠନ ଓ ପରିଚାଳନାରେ ଅସ୍ଥିରତା ଦେଖାଦେଉଛି । ନିର୍ବାଚନ କମିଶନ ପାଖରେ ପଞ୍ଜୀକୃତ ଦଳର ସଂଖ୍ୟା ହଜାର ଟପିଲାଣି । ଏଥିମଧ୍ୟରୁ ଅଧିକାଂଶ ଦଳ କେବଳ କାଗଜ କଲମରେ ସୀମିତ ରହିଛନ୍ତି । ଅନେକ ଦଳ ନିର୍ବାଚନ ଲଢ଼ନ୍ତି ନାହିଁ କିନ୍ତୁ ଆର୍ଥିକ ସୁବିଧା ପାଇଁ ପଞ୍ଜୀକୃତ ହୋଇ ରହନ୍ତି । ଏହି ପରିସ୍ଥିତିରେ ନିର୍ବାଚନ ସଂସ୍କାର ଅତ୍ୟନ୍ତ ଜରୁରୀ । ଦଳବଦଳ ନିରୋଧୀ ଆଇନ ଥିଲେ ମଧ୍ୟ ଏହାର ଫାଙ୍କରେ ନେତାମାନେ ଦଳ ବଦଳାଉଛନ୍ତି । ଭୋଟରମାନେ ମଧ୍ୟ ବିଭ୍ରାନ୍ତ ହେଉଛନ୍ତି । ଜନସାଧାରଣଙ୍କ ସମସ୍ୟା ସମାଧାନ ଅପେକ୍ଷା ଦଳୀୟ ସ୍ୱାର୍ଥ ପ୍ରାଧାନ୍ୟ ପାଉଛି । ଗଣତନ୍ତ୍ରକୁ ସୁଦୃଢ଼ କରିବା ପାଇଁ ଦଳଗୁଡ଼ିକର ଆଭ୍ୟନ୍ତରୀଣ ଗଣତନ୍ତ୍ର ଆବଶ୍ୟକ । ଦଳର ନେତୃତ୍ୱ ଚୟନ ସ୍ୱଚ୍ଛ ଭାବେ ହେବା ଉଚିତ । ଆର୍ଥିକ ହିସାବ ସାର୍ବଜନୀନ ହେବା ଉଚିତ । ନିର୍ବାଚନ କମିଶନଙ୍କୁ ଅଧିକ କ୍ଷମତା ଦିଆଯିବା ଦରକାର ଯେପରିକି ନିଷ୍କ୍ରିୟ ଦଳଗୁଡ଼ିକର ପଞ୍ଜୀକରଣ ବାତିଲ କରାଯାଇପାରିବ । ରାଜନୀତିକ ଦଳଗୁଡ଼ିକ ଗଣତନ୍ତ୍ରର ମେରୁଦଣ୍ଡ । ସେମାନଙ୍କର ଦାୟିତ୍ୱ ହେଉଛି ଜନସାଧାରଣଙ୍କ ଆଶା ଆକାଂକ୍ଷାକୁ ପ୍ରତିଫଳିତ କରିବା । କିନ୍ତୁ ବର୍ତ୍ତମାନ ଦଳଗୁଡ଼ିକ ପରିବାରବାଦ ଓ ବ୍ୟକ୍ତିପୂଜାର ଶିକାର ହେଉଛନ୍ତି । ଏହି ଧାରା ବଦଳିବା ଦରକାର । ଦେଶର ସ୍ୱାର୍ଥ ସର୍ବୋପରି ହେବା ଉଚିତ । ଭୋଟରମାନେ ମଧ୍ୟ ସଚେତନ ହୋଇ ନୀତି ଓ କାର୍ଯ୍ୟକୁ ଦେଖି ଭୋଟ ଦେବା ଦରକାର । ଦଳେ ଦଳ ଗଠନ ହେଉଥିଲେ ମଧ୍ୟ ଜନସାଧାରଣଙ୍କ ଉନ୍ନତି ହିଁ ମୁଖ୍ୟ ଲକ୍ଷ୍ୟ ହେବା ଉଚିତ । (354, 187, 1136, 430)
sudoku-cell (1242, 2030, 1268, 2058)
logo-emblem-icon (1057, 11, 1097, 45)
masthead-quote: ପରିପୂର୍ଣ୍ଣ ବିଶ୍ୱକାନାନ ଦୃଷ୍ଟି ଓ ବିଶ୍ୱକାନ ଶକ୍ତି ହେଲେ, ସବୁକିଛି ଭ୍ରାନ୍ତି ଓ ଦୁଃଖ ଦେବନାରୁ ଆରୋଗ୍ୟର ମାର୍ଗ । କିନ୍ତୁ ଅଧିକାଂଶ ମଣିଷ କେବଳ ସେମାନଙ୍କର ଅଙ୍ଗାକାରକୁ ପ୍ରସାରିତ କରି ବସିଥାନ୍ତି । (369, 14, 1008, 47)
weekly-item: ୨୧ - ଆନ୍ତର୍ଜାତିକ ସ୍ତରରେ ମହିଳା ସଶକ୍ତିକରଣ ପାଇଁ ନୂଆ ନୀତି ଘୋଷଣା କରାଗଲା । (1166, 116, 1472, 148)
sudoku-cell (1371, 1889, 1397, 1917)
sudoku-answer-note: ଏଥର ଉତ୍ତର ଆଗାମୀ ସଂଖ୍ୟାରେ ପ୍ରକାଶ ପାଇବ । (1210, 2068, 1454, 2082)
address-line1: ସମ୍ପାଦକ, ଧରିତ୍ରୀ, (1278, 1345, 1384, 1360)
solution-cell: 6 (1375, 2234, 1395, 2253)
article2-credit: ଆଖଡ଼ା/୬, ବିଜୟୀ ନଗର (1033, 2296, 1156, 2311)
solution-cell: 2 (1394, 2234, 1414, 2253)
sudoku-title: ସୁ-ଡୋ-କୁ (1388, 1731, 1493, 1787)
sudoku-cell (1216, 1800, 1242, 1828)
solution-cell: 5 (1472, 2195, 1492, 2215)
sudoku-cell (1216, 2001, 1242, 2030)
sudoku-cell (1396, 1974, 1422, 2002)
letter2-author: ଶଙ୍କର ନାୟକ, ଚନ୍ଦପଡ଼ା, ନୟାଗଡ଼ (1316, 1189, 1494, 1204)
weekly-item: ୨୨ - ଓଡ଼ିଶାର ସ୍ୱତନ୍ତ୍ର ପାଣ୍ଠି ପାଇଁ କେନ୍ଦ୍ର ସହାୟତା ଘୋଷଣା କରାଗଲା । (1166, 175, 1465, 207)
sudoku-cell (1371, 1800, 1397, 1828)
sudoku-cell: 7 (1242, 1889, 1268, 1917)
